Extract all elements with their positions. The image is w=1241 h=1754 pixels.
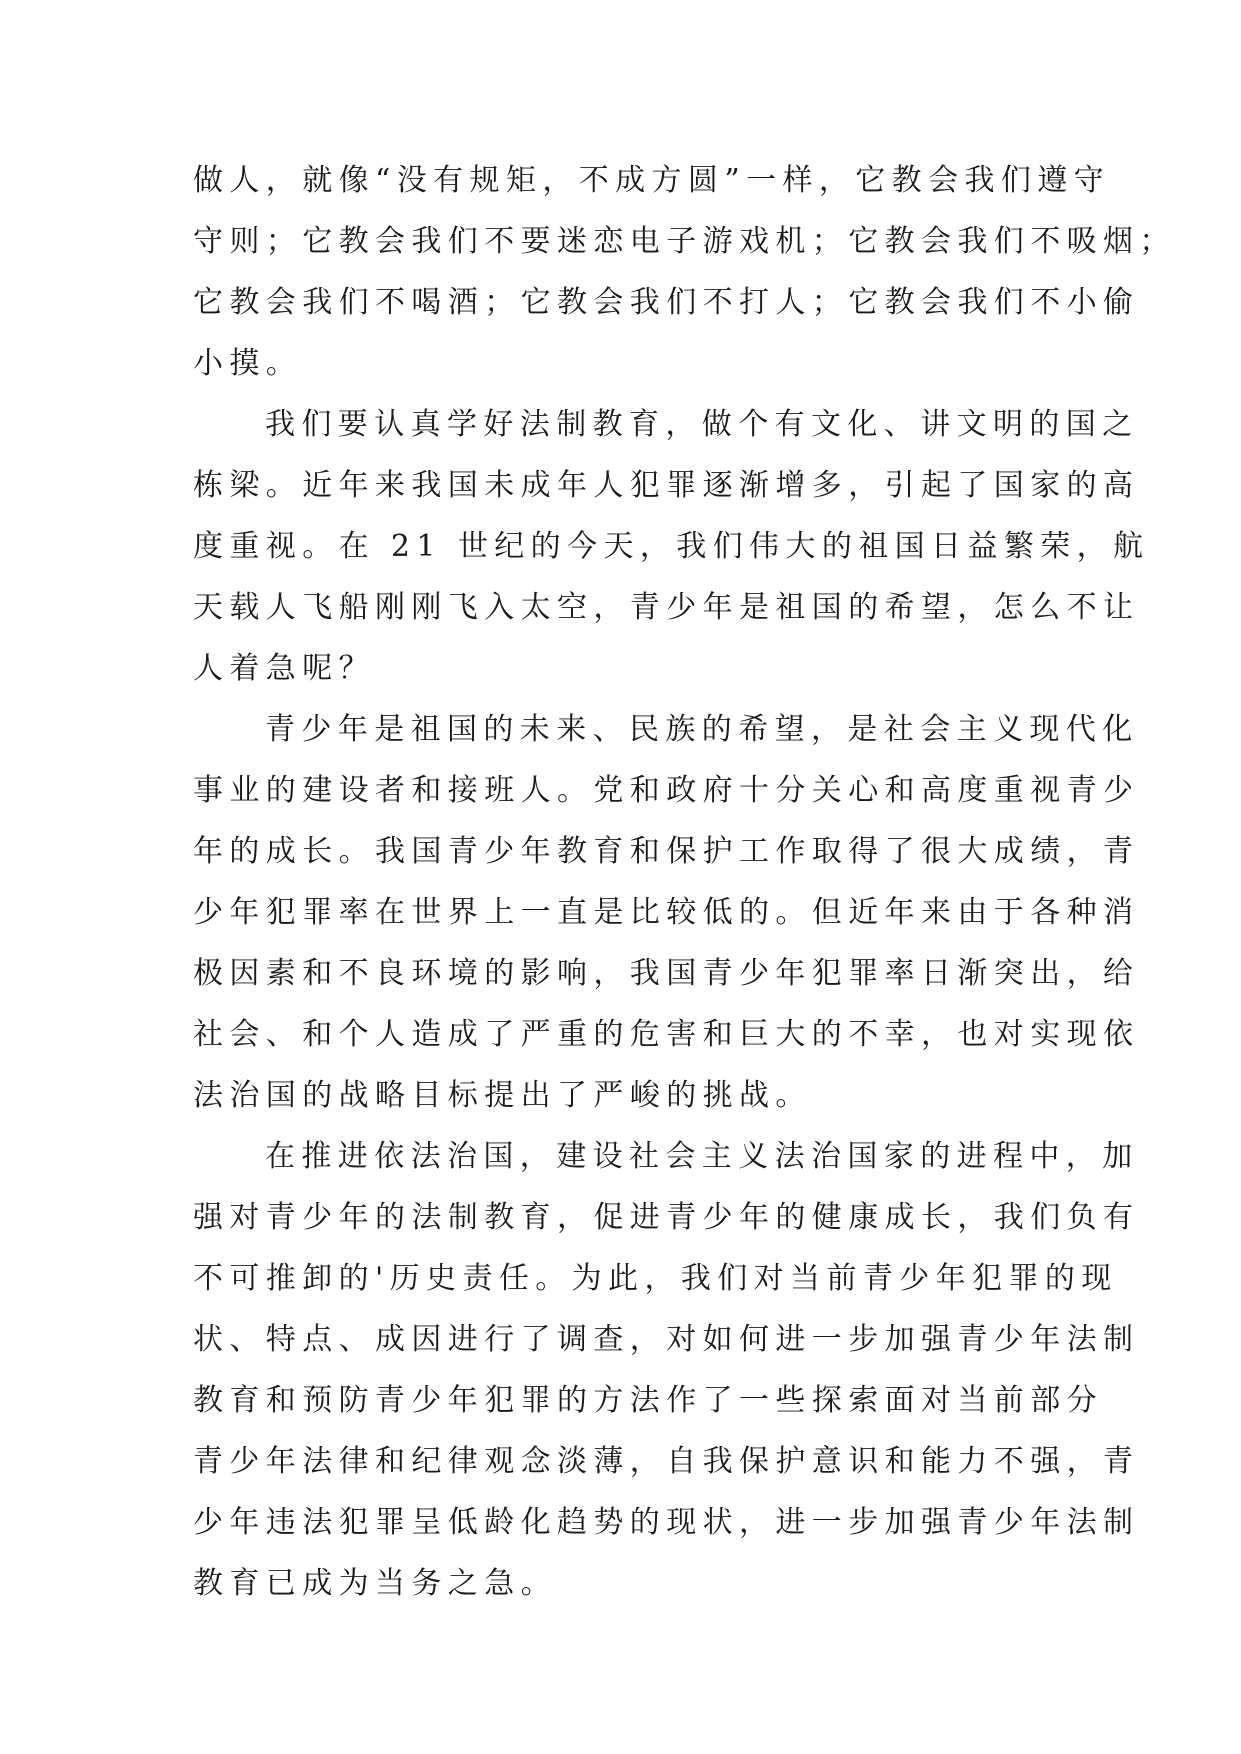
text-line: 年的成长。我国青少年教育和保护工作取得了很大成绩，青 [193, 834, 1140, 869]
text-line: 教育和预防青少年犯罪的方法作了一些探索面对当前部分 [193, 1383, 1103, 1418]
text-line: 青少年法律和纪律观念淡薄，自我保护意识和能力不强，青 [193, 1444, 1140, 1479]
text-line: 状、特点、成因进行了调查，对如何进一步加强青少年法制 [193, 1322, 1140, 1357]
text-line: 小摸。 [193, 346, 303, 381]
text-line: 它教会我们不喝酒；它教会我们不打人；它教会我们不小偷 [193, 285, 1140, 320]
text-line: 教育已成为当务之急。 [193, 1566, 557, 1601]
text-line: 栋梁。近年来我国未成年人犯罪逐渐增多，引起了国家的高 [193, 468, 1140, 503]
text-line: 守则；它教会我们不要迷恋电子游戏机；它教会我们不吸烟； [193, 224, 1176, 259]
paragraph-first-line: 青少年是祖国的未来、民族的希望，是社会主义现代化 [265, 712, 1139, 747]
text-line: 做人，就像“没有规矩，不成方圆”一样，它教会我们遵守 [193, 163, 1111, 198]
text-line: 人着急呢？ [193, 651, 375, 686]
paragraph-first-line: 我们要认真学好法制教育，做个有文化、讲文明的国之 [265, 407, 1139, 442]
text-line: 强对青少年的法制教育，促进青少年的健康成长，我们负有 [193, 1200, 1140, 1235]
text-line: 少年违法犯罪呈低龄化趋势的现状，进一步加强青少年法制 [193, 1505, 1140, 1540]
text-line: 天载人飞船刚刚飞入太空，青少年是祖国的希望，怎么不让 [193, 590, 1140, 625]
text-line: 不可推卸的'历史责任。为此，我们对当前青少年犯罪的现 [193, 1261, 1118, 1296]
text-line: 社会、和个人造成了严重的危害和巨大的不幸，也对实现依 [193, 1017, 1140, 1052]
text-line: 事业的建设者和接班人。党和政府十分关心和高度重视青少 [193, 773, 1140, 808]
paragraph-first-line: 在推进依法治国，建设社会主义法治国家的进程中，加 [265, 1139, 1139, 1174]
text-line: 少年犯罪率在世界上一直是比较低的。但近年来由于各种消 [193, 895, 1140, 930]
text-line: 度重视。在 21 世纪的今天，我们伟大的祖国日益繁荣，航 [193, 529, 1150, 564]
text-line: 法治国的战略目标提出了严峻的挑战。 [193, 1078, 812, 1113]
body-text [193, 150, 1176, 1614]
text-line: 极因素和不良环境的影响，我国青少年犯罪率日渐突出，给 [193, 956, 1140, 991]
